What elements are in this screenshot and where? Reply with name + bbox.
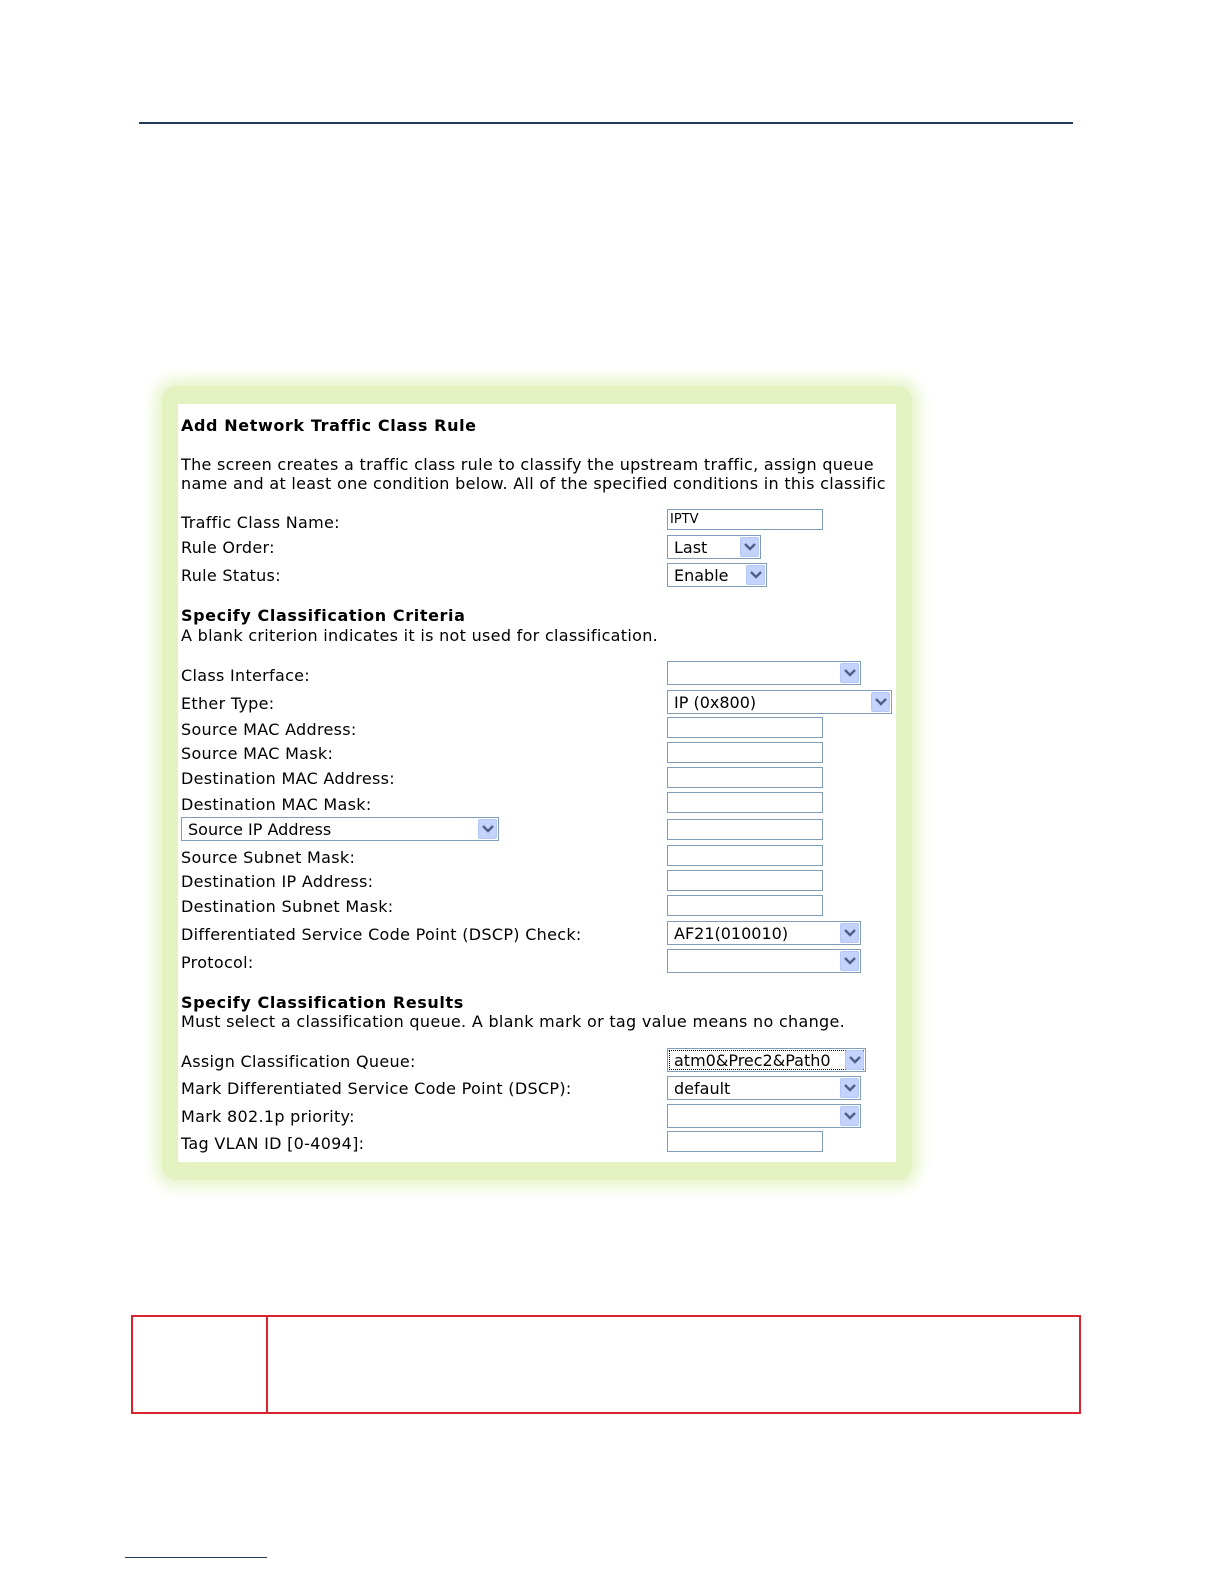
dscp-check-label: Differentiated Service Code Point (DSCP) Check: <box>181 925 582 944</box>
source-mac-mask-input[interactable] <box>667 742 823 763</box>
rule-status-label: Rule Status: <box>181 566 281 585</box>
chevron-down-icon[interactable] <box>840 951 859 971</box>
mark-dscp-value: default <box>674 1079 731 1098</box>
destination-mac-mask-input[interactable] <box>667 792 823 813</box>
destination-subnet-mask-label: Destination Subnet Mask: <box>181 897 394 916</box>
rule-order-select[interactable] <box>667 535 761 559</box>
tag-vlan-id-label: Tag VLAN ID [0-4094]: <box>181 1134 365 1153</box>
traffic-class-name-label: Traffic Class Name: <box>181 513 340 532</box>
mark-dscp-select[interactable] <box>667 1076 861 1100</box>
results-subtext: Must select a classification queue. A blank mark or tag value means no change. <box>181 1012 846 1031</box>
add-traffic-class-rule-panel <box>178 404 896 1162</box>
criteria-subtext: A blank criterion indicates it is not used for classification. <box>181 626 659 645</box>
footnote-rule <box>125 1557 267 1558</box>
rule-status-select[interactable] <box>667 563 767 587</box>
source-mac-address-input[interactable] <box>667 717 823 738</box>
chevron-down-icon[interactable] <box>746 565 765 585</box>
protocol-label: Protocol: <box>181 953 254 972</box>
classification-queue-select[interactable] <box>667 1048 866 1072</box>
source-mac-mask-label: Source MAC Mask: <box>181 744 334 763</box>
rule-order-label: Rule Order: <box>181 538 275 557</box>
ether-type-select[interactable] <box>667 690 892 714</box>
ether-type-label: Ether Type: <box>181 694 275 713</box>
destination-mac-address-label: Destination MAC Address: <box>181 769 395 788</box>
chevron-down-icon[interactable] <box>840 663 859 683</box>
rule-order-value: Last <box>674 538 708 557</box>
classification-queue-value: atm0&Prec2&Path0 <box>674 1051 831 1070</box>
chevron-down-icon[interactable] <box>840 1078 859 1098</box>
tag-vlan-id-input[interactable] <box>667 1131 823 1152</box>
traffic-class-name-input[interactable] <box>667 509 823 530</box>
chevron-down-icon[interactable] <box>840 1106 859 1126</box>
destination-ip-address-input[interactable] <box>667 870 823 891</box>
source-subnet-mask-input[interactable] <box>667 845 823 866</box>
dscp-check-value: AF21(010010) <box>674 924 789 943</box>
destination-ip-address-label: Destination IP Address: <box>181 872 374 891</box>
protocol-select[interactable] <box>667 949 861 973</box>
dscp-check-select[interactable] <box>667 921 861 945</box>
panel-title: Add Network Traffic Class Rule <box>181 416 477 435</box>
chevron-down-icon[interactable] <box>871 692 890 712</box>
note-box <box>131 1315 1081 1414</box>
class-interface-select[interactable] <box>667 661 861 685</box>
mark-8021p-label: Mark 802.1p priority: <box>181 1107 355 1126</box>
source-subnet-mask-label: Source Subnet Mask: <box>181 848 356 867</box>
destination-mac-mask-label: Destination MAC Mask: <box>181 795 372 814</box>
classification-queue-label: Assign Classification Queue: <box>181 1052 416 1071</box>
results-heading: Specify Classification Results <box>181 993 464 1012</box>
criteria-heading: Specify Classification Criteria <box>181 606 466 625</box>
note-box-divider <box>266 1317 268 1412</box>
destination-mac-address-input[interactable] <box>667 767 823 788</box>
top-rule <box>139 122 1073 124</box>
ether-type-value: IP (0x800) <box>674 693 757 712</box>
source-mac-address-label: Source MAC Address: <box>181 720 357 739</box>
class-interface-label: Class Interface: <box>181 666 311 685</box>
chevron-down-icon[interactable] <box>845 1050 864 1070</box>
intro-text-line1: The screen creates a traffic class rule to classify the upstream traffic, assign queue <box>181 455 874 474</box>
source-ip-type-value: Source IP Address <box>188 820 332 839</box>
chevron-down-icon[interactable] <box>478 819 497 839</box>
mark-dscp-label: Mark Differentiated Service Code Point (DSCP): <box>181 1079 572 1098</box>
chevron-down-icon[interactable] <box>840 923 859 943</box>
destination-subnet-mask-input[interactable] <box>667 895 823 916</box>
rule-status-value: Enable <box>674 566 729 585</box>
intro-text-line2: name and at least one condition below. All of the specified conditions in this classific <box>181 474 886 493</box>
source-ip-type-select[interactable] <box>181 817 499 841</box>
mark-8021p-select[interactable] <box>667 1104 861 1128</box>
source-ip-address-input[interactable] <box>667 819 823 840</box>
chevron-down-icon[interactable] <box>740 537 759 557</box>
